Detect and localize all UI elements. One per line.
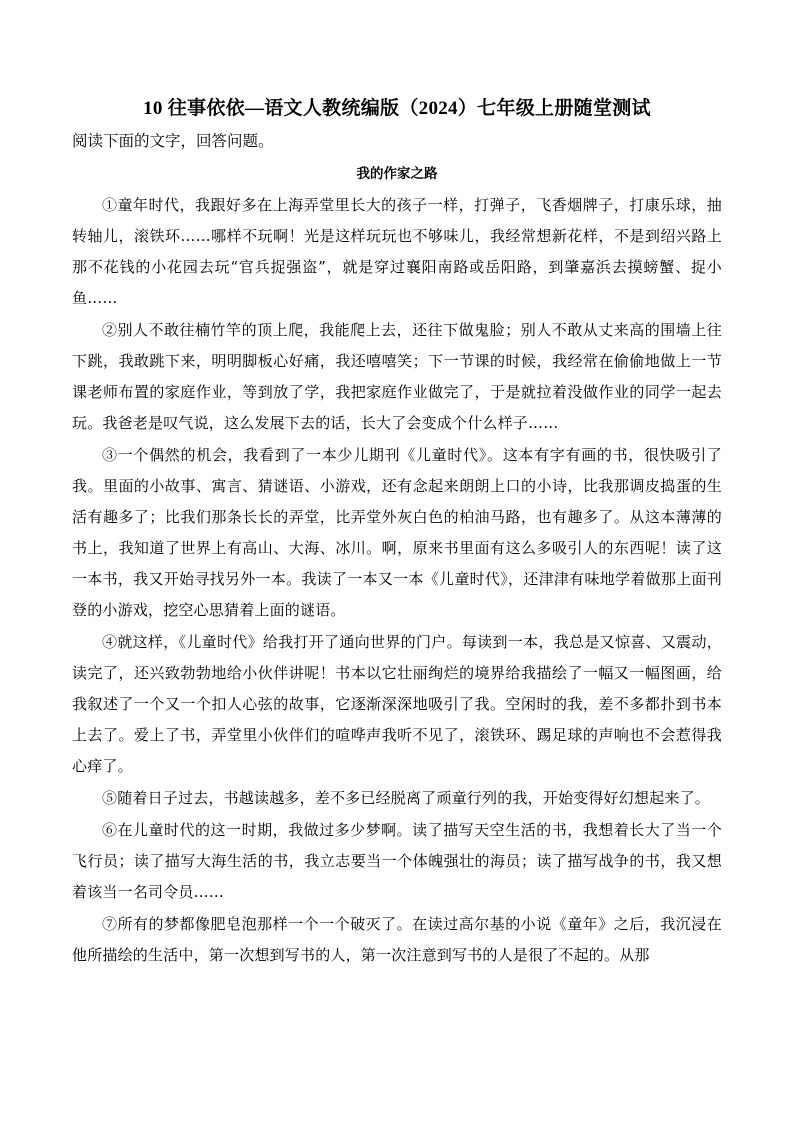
paragraph-1: ①童年时代，我跟好多在上海弄堂里长大的孩子一样，打弹子，飞香烟牌子，打康乐球，抽转轴儿，滚铁环……哪样不玩啊！光是这样玩玩也不够味儿，我经常想新花样，不是到绍兴路上那不花钱的小花园去玩“官兵捉强盗”，就是穿过襄阳南路或岳阳路，到肇嘉浜去摸螃蟹、捉小鱼…… [72,196,722,307]
article-title: 我的作家之路 [356,166,438,181]
paragraph-3: ③一个偶然的机会，我看到了一本少儿期刊《儿童时代》。这本有字有画的书，很快吸引了我。里面的小故事、寓言、猜谜语、小游戏，还有念起来朗朗上口的小诗，比我那调皮捣蛋的生活有趣多了；比我们那条长长的弄堂，比弄堂外灰白色的柏油马路，也有趣多了。从这本薄薄的书上，我知道了世界上有高山、大海、冰川。啊，原来书里面有这么多吸引人的东西呢！读了这一本书，我又开始寻找另外一本。我读了一本又一本《儿童时代》，还津津有味地学着做那上面刊登的小游戏，挖空心思猜着上面的谜语。 [72,446,722,619]
paragraph-2: ②别人不敢往楠竹竿的顶上爬，我能爬上去，还往下做鬼脸；别人不敢从丈来高的围墙上往下跳，我敢跳下来，明明脚板心好痛，我还嘻嘻笑；下一节课的时候，我经常在偷偷地做上一节课老师布置的家庭作业，等到放了学，我把家庭作业做完了，于是就拉着没做作业的同学一起去玩。我爸老是叹气说，这么发展下去的话，长大了会变成个什么样子…… [72,321,722,432]
paragraph-4: ④就这样，《儿童时代》给我打开了通向世界的门户。每读到一本，我总是又惊喜、又震动，读完了，还兴致勃勃地给小伙伴讲呢！书本以它壮丽绚烂的境界给我描绘了一幅又一幅图画，给我叙述了一个又一个扣人心弦的故事，它逐渐深深地吸引了我。空闲时的我，差不多都扑到书本上去了。爱上了书，弄堂里小伙伴们的喧哗声我听不见了，滚铁环、踢足球的声响也不会惹得我心痒了。 [72,633,722,775]
article-body [72,190,722,972]
paragraph-7: ⑦所有的梦都像肥皂泡那样一个一个破灭了。在读过高尔基的小说《童年》之后，我沉浸在他所描绘的生活中，第一次想到写书的人，第一次注意到写书的人是很了不起的。从那 [72,915,722,964]
document-title: 10 往事依依—语文人教统编版（2024）七年级上册随堂测试 [143,98,651,119]
paragraph-6: ⑥在儿童时代的这一时期，我做过多少梦啊。读了描写天空生活的书，我想着长大了当一个飞行员；读了描写大海生活的书，我立志要当一个体魄强壮的海员；读了描写战争的书，我又想着该当一名司令员…… [72,821,722,901]
reading-instruction: 阅读下面的文字，回答问题。 [72,133,274,150]
paragraph-5: ⑤随着日子过去，书越读越多，差不多已经脱离了顽童行列的我，开始变得好幻想起来了。 [102,789,711,807]
